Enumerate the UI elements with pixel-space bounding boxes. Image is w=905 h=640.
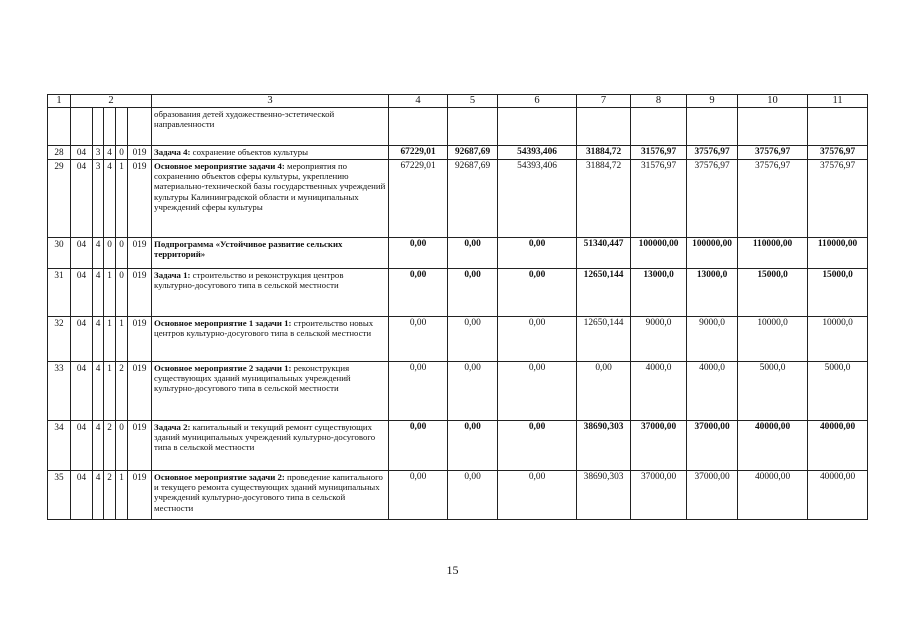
value-cell: 31884,72 [577, 146, 631, 160]
description-text: сохранение объектов культуры [190, 147, 309, 157]
value-cell: 0,00 [389, 421, 448, 471]
value-cell: 31576,97 [631, 160, 687, 238]
code-cell: 04 [71, 269, 93, 317]
value-cell: 37576,97 [808, 160, 868, 238]
code-cell: 04 [71, 362, 93, 421]
code-cell: 1 [104, 269, 116, 317]
value-cell: 0,00 [498, 471, 577, 520]
description-title: Основное мероприятие 2 задачи 1: [154, 363, 292, 373]
description-cell [152, 146, 389, 160]
description-title: Задача 2: [154, 422, 191, 432]
value-cell: 110000,00 [738, 238, 808, 269]
code-cell: 0 [104, 238, 116, 269]
code-cell: 019 [128, 269, 152, 317]
value-cell: 0,00 [448, 269, 498, 317]
code-cell: 0 [116, 238, 128, 269]
table-row [48, 238, 868, 269]
code-cell: 2 [104, 421, 116, 471]
description-title: Основное мероприятие задачи 4: [154, 161, 285, 171]
code-cell: 04 [71, 238, 93, 269]
page-number: 15 [446, 563, 459, 577]
description-title: Задача 1: [154, 270, 191, 280]
value-cell: 9000,0 [687, 317, 738, 362]
header-cell: 3 [152, 95, 389, 108]
value-cell: 0,00 [448, 471, 498, 520]
continuation-text: образования детей художественно-эстетической направленности [152, 108, 389, 146]
code-cell: 4 [93, 317, 104, 362]
value-cell: 37000,00 [631, 471, 687, 520]
value-cell: 0,00 [498, 269, 577, 317]
value-cell: 38690,303 [577, 471, 631, 520]
description-cell [152, 238, 389, 269]
row-number-cell: 34 [48, 421, 71, 471]
header-cell: 11 [808, 95, 868, 108]
value-cell: 31576,97 [631, 146, 687, 160]
value-cell: 4000,0 [631, 362, 687, 421]
value-cell: 100000,00 [687, 238, 738, 269]
code-cell: 0 [116, 269, 128, 317]
value-cell: 37000,00 [687, 421, 738, 471]
description-cell [152, 471, 389, 520]
table-row [48, 421, 868, 471]
code-cell: 04 [71, 471, 93, 520]
code-cell: 019 [128, 471, 152, 520]
code-cell: 0 [116, 421, 128, 471]
value-cell: 5000,0 [808, 362, 868, 421]
value-cell: 40000,00 [808, 471, 868, 520]
table-row [48, 160, 868, 238]
description-cell [152, 421, 389, 471]
table-row [48, 317, 868, 362]
header-cell: 1 [48, 95, 71, 108]
code-cell: 0 [116, 146, 128, 160]
description-cell [152, 362, 389, 421]
value-cell: 12650,144 [577, 269, 631, 317]
header-cell: 10 [738, 95, 808, 108]
value-cell: 13000,0 [687, 269, 738, 317]
code-cell: 019 [128, 362, 152, 421]
code-cell: 019 [128, 146, 152, 160]
value-cell: 92687,69 [448, 146, 498, 160]
value-cell: 0,00 [448, 238, 498, 269]
code-cell: 04 [71, 421, 93, 471]
value-cell: 40000,00 [738, 471, 808, 520]
code-cell: 4 [104, 146, 116, 160]
value-cell: 37576,97 [687, 146, 738, 160]
description-title: Основное мероприятие задачи 2: [154, 472, 285, 482]
code-cell: 4 [93, 269, 104, 317]
value-cell: 37576,97 [687, 160, 738, 238]
value-cell: 0,00 [498, 362, 577, 421]
code-cell: 019 [128, 317, 152, 362]
value-cell: 54393,406 [498, 146, 577, 160]
value-cell: 10000,0 [808, 317, 868, 362]
header-cell: 8 [631, 95, 687, 108]
value-cell: 67229,01 [389, 160, 448, 238]
value-cell: 40000,00 [808, 421, 868, 471]
header-cell: 7 [577, 95, 631, 108]
value-cell: 0,00 [448, 362, 498, 421]
value-cell: 92687,69 [448, 160, 498, 238]
value-cell: 0,00 [448, 421, 498, 471]
value-cell: 0,00 [498, 238, 577, 269]
value-cell: 0,00 [498, 421, 577, 471]
code-cell: 3 [93, 160, 104, 238]
code-cell: 1 [116, 317, 128, 362]
value-cell: 15000,0 [808, 269, 868, 317]
value-cell: 13000,0 [631, 269, 687, 317]
value-cell: 0,00 [389, 317, 448, 362]
code-cell: 019 [128, 421, 152, 471]
table-row [48, 269, 868, 317]
code-cell: 019 [128, 238, 152, 269]
value-cell: 31884,72 [577, 160, 631, 238]
code-cell: 04 [71, 146, 93, 160]
code-cell: 3 [93, 146, 104, 160]
value-cell: 37000,00 [687, 471, 738, 520]
header-cell: 9 [687, 95, 738, 108]
value-cell: 0,00 [498, 317, 577, 362]
description-text: строительство новых центров культурно-досугового типа в сельской местности [154, 318, 374, 339]
header-cell: 2 [71, 95, 152, 108]
value-cell: 37576,97 [738, 146, 808, 160]
table-row [48, 471, 868, 520]
value-cell: 40000,00 [738, 421, 808, 471]
description-text: капитальный и текущий ремонт существующих зданий муниципальных учреждений культурно-досугового типа в сельской местности [154, 422, 376, 453]
code-cell: 4 [93, 238, 104, 269]
value-cell: 0,00 [389, 471, 448, 520]
description-text: строительство и реконструкция центров культурно-досугового типа в сельской местности [154, 270, 344, 291]
header-cell: 5 [448, 95, 498, 108]
code-cell: 4 [93, 471, 104, 520]
code-cell: 019 [128, 160, 152, 238]
value-cell: 51340,447 [577, 238, 631, 269]
code-cell: 2 [104, 471, 116, 520]
value-cell: 10000,0 [738, 317, 808, 362]
row-number-cell: 35 [48, 471, 71, 520]
value-cell: 37576,97 [808, 146, 868, 160]
value-cell: 0,00 [448, 317, 498, 362]
value-cell: 38690,303 [577, 421, 631, 471]
value-cell: 0,00 [389, 362, 448, 421]
value-cell: 110000,00 [808, 238, 868, 269]
value-cell: 37000,00 [631, 421, 687, 471]
code-cell: 04 [71, 317, 93, 362]
row-number-cell: 33 [48, 362, 71, 421]
description-title: Подпрограмма «Устойчивое развитие сельских территорий» [154, 239, 343, 260]
table-row [48, 146, 868, 160]
value-cell: 4000,0 [687, 362, 738, 421]
header-row [48, 95, 868, 108]
code-cell: 1 [104, 317, 116, 362]
code-cell: 2 [116, 362, 128, 421]
code-cell: 04 [71, 160, 93, 238]
code-cell: 1 [116, 160, 128, 238]
row-number-cell: 30 [48, 238, 71, 269]
header-cell: 4 [389, 95, 448, 108]
value-cell: 100000,00 [631, 238, 687, 269]
value-cell: 0,00 [577, 362, 631, 421]
code-cell: 4 [104, 160, 116, 238]
value-cell: 0,00 [389, 238, 448, 269]
value-cell: 12650,144 [577, 317, 631, 362]
description-title: Основное мероприятие 1 задачи 1: [154, 318, 292, 328]
row-number-cell: 29 [48, 160, 71, 238]
value-cell: 54393,406 [498, 160, 577, 238]
code-cell: 1 [116, 471, 128, 520]
value-cell: 67229,01 [389, 146, 448, 160]
value-cell: 9000,0 [631, 317, 687, 362]
code-cell: 4 [93, 362, 104, 421]
value-cell: 0,00 [389, 269, 448, 317]
code-cell: 1 [104, 362, 116, 421]
row-number-cell: 32 [48, 317, 71, 362]
description-title: Задача 4: [154, 147, 191, 157]
row-number-cell: 28 [48, 146, 71, 160]
continuation-row [48, 108, 868, 146]
budget-table [47, 94, 868, 520]
value-cell: 37576,97 [738, 160, 808, 238]
description-cell [152, 160, 389, 238]
table-row [48, 362, 868, 421]
description-cell [152, 317, 389, 362]
description-cell [152, 269, 389, 317]
code-cell: 4 [93, 421, 104, 471]
value-cell: 5000,0 [738, 362, 808, 421]
description-text: проведение капитального и текущего ремонта существующих зданий муниципальных учреждений культурно-досугового типа в сельской местности [154, 472, 383, 513]
description-text: реконструкция существующих зданий муниципальных учреждений культурно-досугового типа в сельской местности [154, 363, 351, 394]
value-cell: 15000,0 [738, 269, 808, 317]
header-cell: 6 [498, 95, 577, 108]
row-number-cell: 31 [48, 269, 71, 317]
description-text: мероприятия по сохранению объектов сферы культуры, укреплению материально-технической базы государственных учреждений культуры Калининградской области и муниципальных учреждений сферы культуры [154, 161, 386, 212]
